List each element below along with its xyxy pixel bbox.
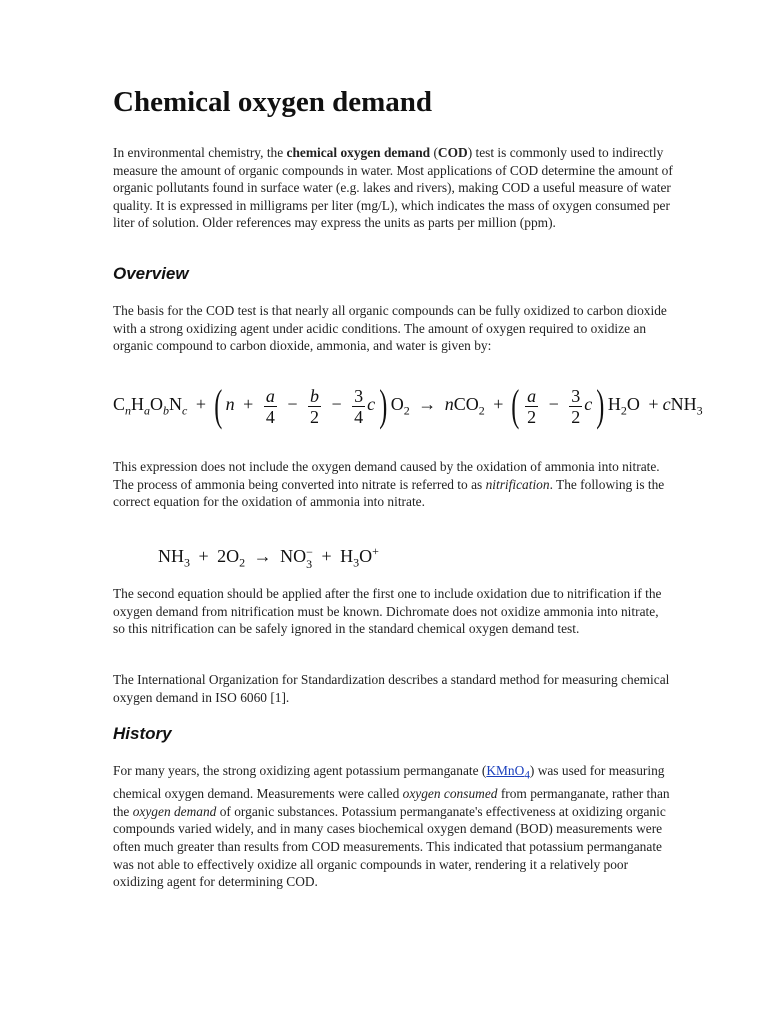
eq-symbol: NH [158,546,184,566]
paragraph-text: This expression does not include the oxygen demand caused by the oxidation of ammonia into nitrate. The process of ammonia being converted into nitrate is referred to as [113,459,660,492]
eq-symbol: CO [453,394,479,415]
eq-sup: + [372,544,379,558]
overview-heading: Overview [113,264,189,283]
eq-sub: b [163,403,170,418]
eq-symbol: NO [280,546,307,566]
paragraph-text: For many years, the strong oxidizing agent potassium permanganate ( [113,763,487,778]
cod-term-bold: chemical oxygen demand [286,145,431,160]
eq-numerator: 3 [571,385,581,406]
eq-symbol: n [444,394,454,415]
eq-operator: + [243,394,254,415]
eq-arrow: → [418,394,437,415]
eq-fraction [569,386,582,427]
eq-fraction [352,386,365,427]
paragraph-text: . The following is the correct equation for the oxidation of ammonia into nitrate. [113,476,665,510]
eq-symbol: c [662,394,671,415]
eq-paren-close: ) [378,381,387,430]
history-heading: History [113,724,172,743]
intro-text: ) test is commonly used to indirectly measure the amount of organic compounds in water. Most applications of COD determine the amount of organic pollutants found in surface water (e.g. lakes and rivers), making COD a useful measure of water quality. It is expressed in milligrams per liter (mg/L), which indicates the mass of oxygen consumed per liter of solution. Older references may express the units as parts per million (ppm). [113,145,673,231]
eq-symbol: c [367,394,376,415]
eq-paren-open: ( [511,381,520,430]
eq-symbol: N [169,394,183,415]
eq-denominator: 2 [309,406,319,427]
paragraph-text: from permanganate, rather than the [113,786,670,819]
eq-denominator: 2 [571,406,581,427]
intro-text: In environmental chemistry, the [113,145,287,160]
overview-paragraph-3: The second equation should be applied after the first one to include oxidation due to nitrification if the oxygen demand from nitrification must be known. Dichromate does not oxidize ammonia into nitrate, so this nitrification can be safely ignored in the standard chemical oxygen demand test. [113,586,662,637]
eq-symbol: O [390,394,404,415]
eq-operator: − [331,394,342,415]
eq-symbol: 2O [217,546,240,566]
overview-paragraph-1: The basis for the COD test is that nearly all organic compounds can be fully oxidized to carbon dioxide with a strong oxidizing agent under acidic conditions. The amount of oxygen required to oxidize an organic compound to carbon dioxide, ammonia, and water is given by: [113,303,667,354]
eq-symbol: O [626,394,640,415]
link-sub[interactable]: 4 [524,769,530,782]
eq-numerator: 3 [354,385,364,406]
eq-operator: − [287,394,298,415]
overview-paragraph-2 [113,458,673,511]
ammonia-oxidation-equation [158,544,379,571]
eq-paren-close: ) [596,381,605,430]
eq-subsup [306,546,313,570]
history-paragraph [113,762,673,891]
eq-sub: 3 [353,555,360,570]
eq-sub: c [182,403,188,418]
eq-symbol: O [150,394,164,415]
eq-numerator: a [265,385,275,406]
eq-sub: 2 [403,403,410,418]
nitrification-term: nitrification [485,476,550,492]
oxygen-demand-term: oxygen demand [132,803,217,819]
eq-fraction [308,386,321,427]
eq-fraction [264,386,277,427]
paragraph-text: ) was used for measuring chemical oxygen demand. Measurements were called [113,763,665,802]
eq-operator: − [548,394,559,415]
eq-sub: 2 [478,403,485,418]
eq-symbol: H [607,394,621,415]
cod-oxidation-equation [113,381,703,440]
eq-paren-open: ( [213,381,222,430]
eq-sub: a [144,403,151,418]
eq-sub: 3 [184,555,190,570]
eq-fraction [525,386,538,427]
eq-symbol: n [225,394,235,415]
eq-operator: + [321,546,332,566]
eq-symbol: H [340,546,354,566]
oxygen-consumed-term: oxygen consumed [402,786,498,802]
eq-denominator: 4 [354,406,364,427]
eq-sub: n [125,403,132,418]
cod-abbrev-bold: COD [437,145,468,160]
eq-operator: + [648,394,659,415]
eq-operator: + [493,394,504,415]
link-text[interactable]: KMnO [486,763,525,778]
eq-sup: − [306,544,313,559]
intro-paragraph [113,144,673,232]
kmno4-link[interactable] [486,763,530,782]
eq-denominator: 4 [265,406,275,427]
page-title: Chemical oxygen demand [113,86,432,118]
eq-operator: + [195,394,206,415]
eq-numerator: a [527,385,537,406]
eq-operator: + [198,546,209,566]
eq-symbol: O [359,546,373,566]
eq-symbol: c [584,394,593,415]
eq-denominator: 2 [527,406,537,427]
paragraph-text: of organic substances. Potassium permanganate's effectiveness at oxidizing organic compounds varied widely, and in many cases biochemical oxygen demand (BOD) measurements were often much greater than results from COD measurements. This indicated that potassium permanganate was not able to effectively oxidize all organic compounds in water, rendering it a relatively poor oxidizing agent for determining COD. [113,803,666,890]
eq-symbol: H [131,394,145,415]
eq-numerator: b [309,385,319,406]
eq-sub: 3 [306,556,313,571]
intro-text: ( [430,145,438,160]
eq-arrow: → [253,546,272,566]
eq-sub: 2 [620,403,627,418]
eq-sub: 2 [239,555,246,570]
eq-symbol: NH [670,394,697,415]
overview-paragraph-4: The International Organization for Standardization describes a standard method for measuring chemical oxygen demand in ISO 6060 [1]. [113,672,670,705]
eq-symbol: C [113,394,126,415]
eq-sub: 3 [696,403,703,418]
